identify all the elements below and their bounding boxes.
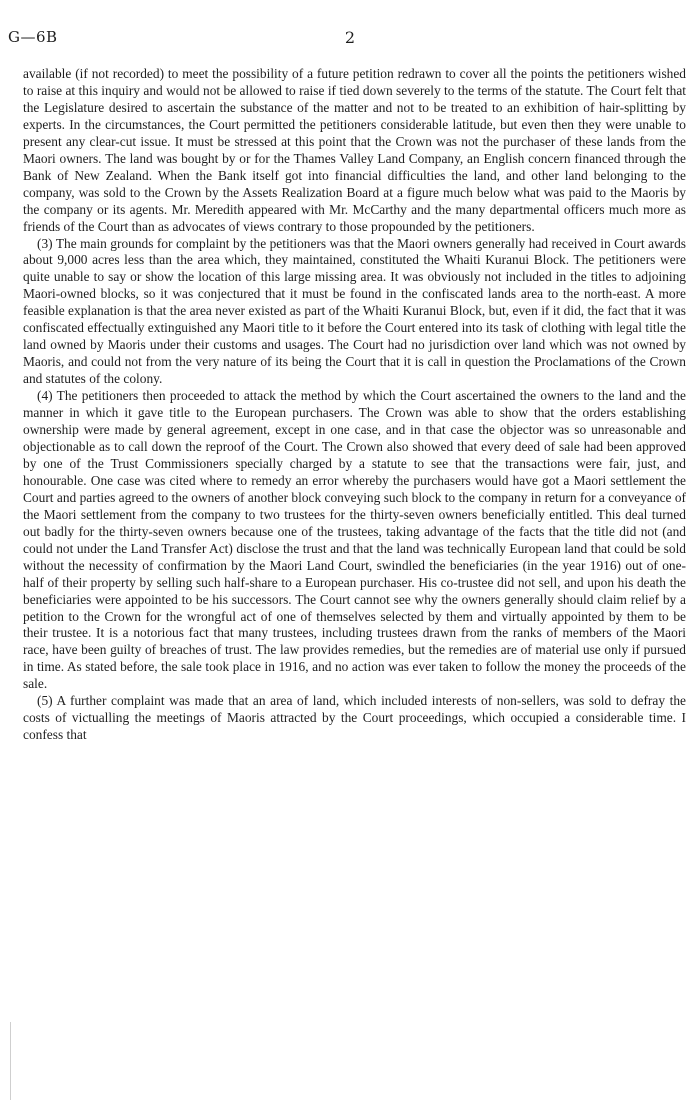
paragraph-4: (4) The petitioners then proceeded to attack the method by which the Court ascertained the owners to the land and the manner in which it gave title to the European purchasers. The Crown was able to show that the orders establishing ownership were made by general agreement, except in one case, and in that case the objector was so unreasonable and objectionable as to call down the reproof of the Court. The Crown also showed that every deed of sale had been approved by one of the Trust Commissioners specially charged by a statute to see that the transactions were fair, just, and honourable. One case was cited where to remedy an error whereby the purchasers would have got a Maori settlement the Court and parties agreed to the owners of another block conveying such block to the company in return for a conveyance of the Maori settlement from the company to two trustees for the thirty-seven owners beneficially entitled. This deal turned out badly for the thirty-seven owners because one of the trustees, taking advantage of the facts that the title did not (and could not under the Land Transfer Act) disclose the trust and that the land was technically European land that could be sold without the necessity of confirmation by the Maori Land Court, swindled the beneficiaries (in the year 1916) out of one-half of their property by selling such half-share to a European purchaser. His co-trustee did not sell, and upon his death the beneficiaries were appointed to be his successors. The Court cannot see why the owners generally should claim relief by a petition to the Crown for the wrongful act of one of themselves selected by them and virtually appointed by them to be their trustee. It is a notorious fact that many trustees, including trustees drawn from the ranks of members of the Maori race, have been guilty of breaches of trust. The law provides remedies, but the remedies are of material use only if pursued in time. As stated before, the sale took place in 1916, and no action was ever taken to follow the money the proceeds of the sale. — [23, 388, 686, 692]
margin-rule — [10, 1022, 11, 1100]
paragraph-continuation: available (if not recorded) to meet the possibility of a future petition redrawn to cover all the points the petitioners wished to raise at this inquiry and would not be allowed to raise if tied down severely to the terms of the statute. The Court felt that the Legislature desired to ascertain the substance of the matter and not to be treated to an exhibition of hair-splitting by experts. In the circumstances, the Court permitted the petitioners considerable latitude, but even then they were unable to present any clear-cut issue. It must be stressed at this point that the Crown was not the purchaser of these lands from the Maori owners. The land was bought by or for the Thames Valley Land Company, an English concern financed through the Bank of New Zealand. When the Bank itself got into financial difficulties the land, and other land belonging to the company, was sold to the Crown by the Assets Realization Board at a figure much below what was paid to the Maoris by the company or its agents. Mr. Meredith appeared with Mr. McCarthy and the many departmental officers much more as friends of the Court than as advocates of views contrary to those propounded by the petitioners. — [23, 66, 686, 234]
page-number: 2 — [344, 28, 356, 47]
paragraph-3: (3) The main grounds for complaint by the petitioners was that the Maori owners generally had received in Court awards about 9,000 acres less than the area which, they maintained, constituted the Whaiti Kuranui Block. The petitioners were quite unable to say or show the location of this large missing area. It was obviously not included in the titles to adjoining Maori-owned blocks, so it was conjectured that it must be found in the confiscated lands area to the north-east. A more feasible explanation is that the area never existed as part of the Whaiti Kuranui Block, but, even if it did, the fact that it was confiscated effectually extinguished any Maori title to it before the Court entered into its task of clothing with legal title the land owned by Maoris under their customs and usages. The Court had no jurisdiction over land which was not owned by Maoris, and could not from the very nature of its being the Court that it is call in question the Proclamations of the Crown and statutes of the colony. — [23, 235, 686, 387]
page-header — [8, 28, 692, 50]
paragraph-5: (5) A further complaint was made that an area of land, which included interests of non-sellers, was sold to defray the costs of victualling the meetings of Maoris attracted by the Court proceedings, which occupied a considerable time. I confess that — [23, 693, 686, 743]
document-reference: G—6B — [8, 28, 58, 46]
body-text — [23, 66, 686, 744]
